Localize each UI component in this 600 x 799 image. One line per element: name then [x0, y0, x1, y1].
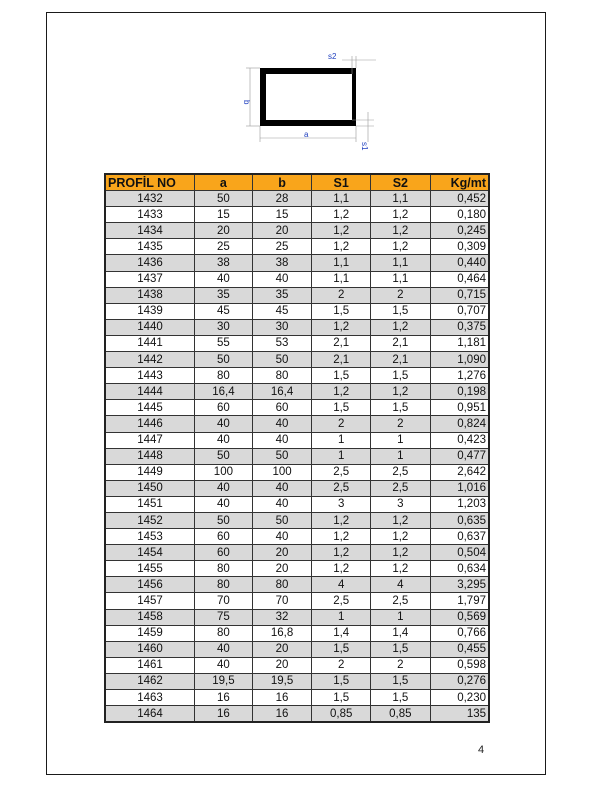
- cell-b: 40: [252, 416, 312, 432]
- header-kg-per-meter: Kg/mt: [430, 174, 489, 191]
- table-row: [105, 577, 489, 593]
- cell-s2: 1,2: [371, 319, 431, 335]
- cell-profile-no: 1451: [105, 496, 195, 512]
- cell-s1: 3: [312, 496, 371, 512]
- cell-kg-per-meter: 0,504: [430, 545, 489, 561]
- cell-s2: 1,2: [371, 223, 431, 239]
- cell-s2: 4: [371, 577, 431, 593]
- cell-kg-per-meter: 0,951: [430, 400, 489, 416]
- cell-kg-per-meter: 0,440: [430, 255, 489, 271]
- cell-a: 100: [195, 464, 253, 480]
- cell-a: 75: [195, 609, 253, 625]
- cell-kg-per-meter: 0,569: [430, 609, 489, 625]
- cell-b: 16: [252, 690, 312, 706]
- cell-s2: 1,5: [371, 303, 431, 319]
- cell-a: 60: [195, 529, 253, 545]
- cell-a: 45: [195, 303, 253, 319]
- table-row: [105, 207, 489, 223]
- cell-kg-per-meter: 0,634: [430, 561, 489, 577]
- cell-kg-per-meter: 0,637: [430, 529, 489, 545]
- table-row: [105, 287, 489, 303]
- cell-s2: 1,2: [371, 239, 431, 255]
- cell-profile-no: 1436: [105, 255, 195, 271]
- cell-kg-per-meter: 1,276: [430, 368, 489, 384]
- table-row: [105, 464, 489, 480]
- cell-a: 40: [195, 480, 253, 496]
- cell-s1: 2,5: [312, 464, 371, 480]
- cell-b: 16,4: [252, 384, 312, 400]
- cell-kg-per-meter: 0,309: [430, 239, 489, 255]
- cell-a: 80: [195, 625, 253, 641]
- cell-a: 80: [195, 577, 253, 593]
- profile-specs-table: [104, 173, 490, 723]
- table-row: [105, 223, 489, 239]
- cell-profile-no: 1443: [105, 368, 195, 384]
- cell-a: 38: [195, 255, 253, 271]
- cell-s2: 2,5: [371, 593, 431, 609]
- cell-s2: 0,85: [371, 706, 431, 723]
- cell-b: 20: [252, 657, 312, 673]
- table-row: [105, 545, 489, 561]
- cell-s1: 1: [312, 609, 371, 625]
- cell-profile-no: 1438: [105, 287, 195, 303]
- cell-a: 50: [195, 448, 253, 464]
- cell-b: 16: [252, 706, 312, 723]
- cell-s2: 1: [371, 448, 431, 464]
- cell-b: 80: [252, 368, 312, 384]
- cell-s1: 1,1: [312, 191, 371, 207]
- cell-s1: 1,2: [312, 545, 371, 561]
- profile-inner-hollow: [266, 74, 352, 120]
- cell-b: 40: [252, 480, 312, 496]
- cell-b: 19,5: [252, 673, 312, 689]
- cell-profile-no: 1456: [105, 577, 195, 593]
- cell-profile-no: 1440: [105, 319, 195, 335]
- table-row: [105, 657, 489, 673]
- table-row: [105, 319, 489, 335]
- cell-s1: 1,5: [312, 641, 371, 657]
- cell-b: 20: [252, 223, 312, 239]
- table-row: [105, 191, 489, 207]
- table-row: [105, 561, 489, 577]
- cell-b: 53: [252, 335, 312, 351]
- cell-profile-no: 1454: [105, 545, 195, 561]
- cell-s1: 2: [312, 287, 371, 303]
- header-s2: S2: [371, 174, 431, 191]
- cell-kg-per-meter: 0,635: [430, 512, 489, 528]
- cell-b: 40: [252, 271, 312, 287]
- cell-s2: 2: [371, 416, 431, 432]
- cell-kg-per-meter: 0,180: [430, 207, 489, 223]
- cell-profile-no: 1437: [105, 271, 195, 287]
- cell-b: 50: [252, 448, 312, 464]
- cell-s2: 2: [371, 287, 431, 303]
- table-row: [105, 673, 489, 689]
- cell-kg-per-meter: 0,375: [430, 319, 489, 335]
- cell-s1: 2: [312, 416, 371, 432]
- cell-s1: 1,2: [312, 384, 371, 400]
- cell-s1: 2: [312, 657, 371, 673]
- cell-b: 25: [252, 239, 312, 255]
- label-s2: s2: [328, 52, 337, 61]
- cell-b: 50: [252, 512, 312, 528]
- cell-s2: 1,2: [371, 561, 431, 577]
- cell-profile-no: 1432: [105, 191, 195, 207]
- cell-b: 20: [252, 545, 312, 561]
- cell-kg-per-meter: 0,715: [430, 287, 489, 303]
- header-b: b: [252, 174, 312, 191]
- cell-s2: 2,1: [371, 352, 431, 368]
- cell-s2: 1,1: [371, 191, 431, 207]
- cell-s1: 4: [312, 577, 371, 593]
- cell-s2: 2,5: [371, 480, 431, 496]
- cell-s1: 1,5: [312, 673, 371, 689]
- cell-profile-no: 1463: [105, 690, 195, 706]
- cell-profile-no: 1435: [105, 239, 195, 255]
- cell-s1: 2,1: [312, 352, 371, 368]
- cell-a: 40: [195, 271, 253, 287]
- cell-b: 15: [252, 207, 312, 223]
- cell-a: 40: [195, 657, 253, 673]
- cell-kg-per-meter: 1,203: [430, 496, 489, 512]
- table-row: [105, 303, 489, 319]
- cell-profile-no: 1449: [105, 464, 195, 480]
- cell-s1: 1,2: [312, 207, 371, 223]
- cell-s1: 1,5: [312, 690, 371, 706]
- cell-a: 25: [195, 239, 253, 255]
- cell-profile-no: 1453: [105, 529, 195, 545]
- cell-a: 15: [195, 207, 253, 223]
- cell-profile-no: 1457: [105, 593, 195, 609]
- cell-profile-no: 1446: [105, 416, 195, 432]
- cell-profile-no: 1445: [105, 400, 195, 416]
- cell-profile-no: 1452: [105, 512, 195, 528]
- cell-s2: 1,2: [371, 545, 431, 561]
- cell-kg-per-meter: 0,245: [430, 223, 489, 239]
- cell-kg-per-meter: 0,230: [430, 690, 489, 706]
- cell-a: 80: [195, 368, 253, 384]
- cell-a: 30: [195, 319, 253, 335]
- table-row: [105, 706, 489, 723]
- cell-profile-no: 1464: [105, 706, 195, 723]
- cell-s2: 1,1: [371, 271, 431, 287]
- cell-a: 50: [195, 352, 253, 368]
- cell-a: 40: [195, 416, 253, 432]
- cell-s1: 2,5: [312, 593, 371, 609]
- table-body: [105, 191, 489, 723]
- cell-profile-no: 1462: [105, 673, 195, 689]
- cell-s1: 1,2: [312, 223, 371, 239]
- cell-a: 16: [195, 690, 253, 706]
- cell-s2: 1,5: [371, 690, 431, 706]
- cell-a: 50: [195, 512, 253, 528]
- cell-kg-per-meter: 0,276: [430, 673, 489, 689]
- cell-s1: 1,5: [312, 303, 371, 319]
- table-header-row: [105, 174, 489, 191]
- cell-a: 55: [195, 335, 253, 351]
- cell-b: 50: [252, 352, 312, 368]
- cell-kg-per-meter: 0,464: [430, 271, 489, 287]
- cell-a: 40: [195, 641, 253, 657]
- cell-kg-per-meter: 135: [430, 706, 489, 723]
- cell-s2: 1,2: [371, 207, 431, 223]
- cell-profile-no: 1458: [105, 609, 195, 625]
- cell-profile-no: 1433: [105, 207, 195, 223]
- cell-a: 70: [195, 593, 253, 609]
- cell-s2: 1,4: [371, 625, 431, 641]
- cell-s1: 0,85: [312, 706, 371, 723]
- cell-s2: 1,2: [371, 384, 431, 400]
- cell-a: 16: [195, 706, 253, 723]
- cell-b: 40: [252, 496, 312, 512]
- table-row: [105, 271, 489, 287]
- cell-s1: 1: [312, 432, 371, 448]
- cell-s1: 1,5: [312, 368, 371, 384]
- cell-s2: 3: [371, 496, 431, 512]
- table-row: [105, 335, 489, 351]
- cell-b: 40: [252, 432, 312, 448]
- cell-profile-no: 1459: [105, 625, 195, 641]
- cell-s1: 1,2: [312, 512, 371, 528]
- cell-b: 38: [252, 255, 312, 271]
- cell-kg-per-meter: 1,797: [430, 593, 489, 609]
- cell-s1: 1: [312, 448, 371, 464]
- label-a: a: [304, 130, 309, 139]
- cell-a: 16,4: [195, 384, 253, 400]
- page-number: 4: [478, 744, 485, 756]
- cell-s2: 2: [371, 657, 431, 673]
- table-row: [105, 255, 489, 271]
- cell-s2: 1,5: [371, 673, 431, 689]
- cell-s2: 1: [371, 609, 431, 625]
- cell-s2: 1,5: [371, 368, 431, 384]
- table-row: [105, 432, 489, 448]
- cell-kg-per-meter: 1,016: [430, 480, 489, 496]
- cell-b: 80: [252, 577, 312, 593]
- cell-s1: 1,5: [312, 400, 371, 416]
- cell-s1: 1,2: [312, 239, 371, 255]
- table-row: [105, 368, 489, 384]
- cell-b: 16,8: [252, 625, 312, 641]
- header-a: a: [195, 174, 253, 191]
- cell-profile-no: 1442: [105, 352, 195, 368]
- table-row: [105, 416, 489, 432]
- cell-kg-per-meter: 0,766: [430, 625, 489, 641]
- table-row: [105, 496, 489, 512]
- cell-kg-per-meter: 0,707: [430, 303, 489, 319]
- table-row: [105, 609, 489, 625]
- cell-s2: 2,1: [371, 335, 431, 351]
- cell-b: 28: [252, 191, 312, 207]
- cell-a: 60: [195, 545, 253, 561]
- cell-s1: 1,1: [312, 255, 371, 271]
- cell-s1: 1,2: [312, 529, 371, 545]
- cell-s1: 1,2: [312, 561, 371, 577]
- table-row: [105, 512, 489, 528]
- cell-profile-no: 1450: [105, 480, 195, 496]
- cell-s1: 1,1: [312, 271, 371, 287]
- table-row: [105, 448, 489, 464]
- cell-s1: 1,2: [312, 319, 371, 335]
- cell-kg-per-meter: 0,452: [430, 191, 489, 207]
- cell-b: 35: [252, 287, 312, 303]
- cell-kg-per-meter: 0,598: [430, 657, 489, 673]
- cell-b: 20: [252, 641, 312, 657]
- cell-a: 40: [195, 496, 253, 512]
- cell-a: 50: [195, 191, 253, 207]
- table-row: [105, 352, 489, 368]
- cell-b: 60: [252, 400, 312, 416]
- cell-a: 20: [195, 223, 253, 239]
- table-row: [105, 529, 489, 545]
- cell-profile-no: 1441: [105, 335, 195, 351]
- cell-profile-no: 1448: [105, 448, 195, 464]
- cell-a: 60: [195, 400, 253, 416]
- table-row: [105, 690, 489, 706]
- cell-kg-per-meter: 0,824: [430, 416, 489, 432]
- table-row: [105, 480, 489, 496]
- cell-kg-per-meter: 2,642: [430, 464, 489, 480]
- cell-b: 32: [252, 609, 312, 625]
- cell-s2: 1,2: [371, 529, 431, 545]
- cell-s2: 1: [371, 432, 431, 448]
- cell-a: 80: [195, 561, 253, 577]
- cell-b: 45: [252, 303, 312, 319]
- cell-a: 35: [195, 287, 253, 303]
- table-row: [105, 400, 489, 416]
- cell-profile-no: 1434: [105, 223, 195, 239]
- table-row: [105, 625, 489, 641]
- table-row: [105, 384, 489, 400]
- cell-profile-no: 1444: [105, 384, 195, 400]
- cell-s2: 1,1: [371, 255, 431, 271]
- cell-profile-no: 1439: [105, 303, 195, 319]
- cell-s1: 2,1: [312, 335, 371, 351]
- cell-kg-per-meter: 0,477: [430, 448, 489, 464]
- cell-a: 40: [195, 432, 253, 448]
- cell-s2: 1,5: [371, 641, 431, 657]
- rectangular-profile-diagram: [236, 48, 386, 158]
- cell-profile-no: 1461: [105, 657, 195, 673]
- cell-s2: 2,5: [371, 464, 431, 480]
- label-b: b: [242, 100, 251, 105]
- cell-profile-no: 1460: [105, 641, 195, 657]
- cell-s1: 1,4: [312, 625, 371, 641]
- cell-a: 19,5: [195, 673, 253, 689]
- cell-profile-no: 1447: [105, 432, 195, 448]
- cell-b: 30: [252, 319, 312, 335]
- cell-s1: 2,5: [312, 480, 371, 496]
- cell-b: 70: [252, 593, 312, 609]
- cell-kg-per-meter: 0,423: [430, 432, 489, 448]
- cell-b: 40: [252, 529, 312, 545]
- label-s1: s1: [360, 142, 369, 151]
- cell-kg-per-meter: 0,455: [430, 641, 489, 657]
- cell-b: 100: [252, 464, 312, 480]
- cell-kg-per-meter: 1,181: [430, 335, 489, 351]
- table-row: [105, 641, 489, 657]
- cell-profile-no: 1455: [105, 561, 195, 577]
- cell-kg-per-meter: 0,198: [430, 384, 489, 400]
- table-row: [105, 239, 489, 255]
- table-row: [105, 593, 489, 609]
- header-s1: S1: [312, 174, 371, 191]
- header-profile-no: PROFİL NO: [105, 174, 195, 191]
- cell-kg-per-meter: 1,090: [430, 352, 489, 368]
- cell-s2: 1,2: [371, 512, 431, 528]
- cell-kg-per-meter: 3,295: [430, 577, 489, 593]
- cell-s2: 1,5: [371, 400, 431, 416]
- cell-b: 20: [252, 561, 312, 577]
